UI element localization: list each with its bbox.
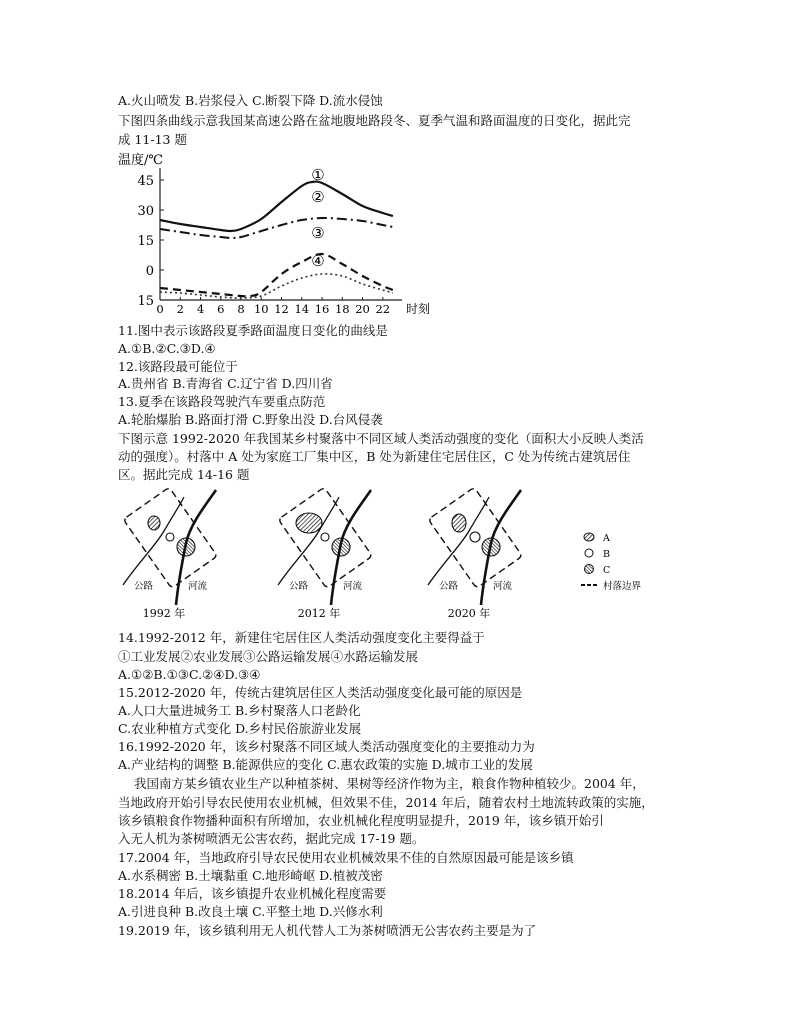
q15-options-1: A.人口大量进城务工 B.乡村聚落人口老龄化 (118, 703, 361, 718)
curve-label-3: ③ (311, 224, 325, 242)
x-tick-label: 18 (334, 302, 350, 316)
zone-b-marker (470, 532, 480, 542)
settlement-panel-2 (278, 487, 372, 620)
q15-stem: 15.2012-2020 年，传统古建筑居住区人类活动强度变化最可能的原因是 (118, 685, 523, 700)
y-axis-label: 温度/℃ (118, 153, 163, 168)
series-line-3 (160, 254, 393, 296)
intro-17-line-3: 该乡镇粮食作物播种面积有所增加，农业机械化程度明显提升，2019 年，该乡镇开始引 (118, 813, 604, 828)
x-tick-label: 8 (237, 302, 245, 316)
q18-stem: 18.2014 年后，该乡镇提升农业机械化程度需要 (118, 886, 387, 901)
zone-c-marker (332, 538, 350, 556)
zone-a-marker (148, 516, 160, 530)
road-line (123, 497, 184, 585)
settlement-panel-1 (123, 487, 217, 620)
river-label: 河流 (493, 581, 513, 592)
x-tick-label: 10 (253, 302, 269, 316)
panel-year-label: 2012 年 (297, 607, 341, 620)
road-label: 公路 (439, 581, 459, 592)
intro-17-line-4: 入无人机为茶树喷洒无公害农药，据此完成 17-19 题。 (118, 831, 425, 846)
legend-c-icon (585, 565, 594, 574)
road-label: 公路 (134, 581, 154, 592)
legend-label-1: A (603, 533, 610, 544)
series-line-1 (160, 182, 393, 231)
x-axis-label: 时刻 (406, 302, 431, 316)
temperature-chart (118, 150, 438, 322)
q14-items: ①工业发展②农业发展③公路运输发展④水路运输发展 (118, 649, 419, 664)
curve-label-4: ④ (311, 252, 325, 270)
intro-11-line-2: 成 11-13 题 (118, 132, 187, 147)
intro-17-line-1: 我国南方某乡镇农业生产以种植茶树、果树等经济作物为主，粮食作物种植较少。2004 年， (134, 776, 645, 791)
panel-year-label: 2020 年 (447, 607, 491, 620)
q16-options: A.产业结构的调整 B.能源供应的变化 C.惠农政策的实施 D.城市工业的发展 (118, 757, 533, 772)
y-tick-label: 45 (137, 174, 154, 189)
settlement-panel-3 (428, 487, 522, 620)
x-tick-label: 16 (314, 302, 330, 316)
q12-options: A.贵州省 B.青海省 C.辽宁省 D.四川省 (118, 376, 333, 391)
road-line (278, 497, 339, 585)
x-tick-label: 14 (294, 302, 310, 316)
intro-17-line-2: 当地政府开始引导农民使用农业机械，但效果不佳，2014 年后，随着农村土地流转政策的实施， (118, 795, 654, 810)
zone-a-marker (296, 513, 322, 533)
intro-14-line-3: 区。据此完成 14-16 题 (118, 467, 250, 482)
q12-stem: 12.该路段最可能位于 (118, 359, 238, 374)
x-tick-label: 2 (176, 302, 184, 316)
road-label: 公路 (289, 581, 309, 592)
x-tick-label: 12 (274, 302, 289, 316)
river-label: 河流 (343, 581, 363, 592)
zone-b-marker (166, 533, 174, 541)
q15-options-2: C.农业种植方式变化 D.乡村民俗旅游业发展 (118, 721, 362, 736)
y-tick-label: 0 (145, 264, 154, 279)
y-tick-label: 15 (137, 294, 154, 309)
legend-label-4: 村落边界 (603, 581, 642, 592)
zone-a-marker (452, 514, 466, 532)
zone-c-marker (177, 538, 195, 556)
y-tick-label: 30 (137, 204, 154, 219)
x-tick-label: 0 (156, 302, 164, 316)
q11-stem: 11.图中表示该路段夏季路面温度日变化的曲线是 (118, 323, 388, 338)
river-label: 河流 (188, 581, 208, 592)
legend-b-icon (585, 549, 593, 557)
panel-year-label: 1992 年 (142, 607, 186, 620)
q17-stem: 17.2004 年，当地政府引导农民使用农业机械效果不佳的自然原因最可能是该乡镇 (118, 850, 574, 865)
curve-label-1: ① (311, 166, 325, 184)
q13-stem: 13.夏季在该路段驾驶汽车要重点防范 (118, 394, 326, 409)
zone-c-marker (482, 538, 500, 556)
q14-stem: 14.1992-2012 年，新建住宅居住区人类活动强度变化主要得益于 (118, 630, 485, 645)
settlement-diagram (118, 485, 678, 630)
legend-a-icon (584, 533, 594, 541)
legend-label-2: B (603, 549, 610, 560)
q19-stem: 19.2019 年，该乡镇利用无人机代替人工为茶树喷洒无公害农药主要是为了 (118, 923, 537, 938)
q11-options: A.①B.②C.③D.④ (118, 341, 216, 356)
road-line (428, 497, 489, 585)
series-line-2 (160, 218, 393, 238)
curve-label-2: ② (311, 188, 325, 206)
intro-14-line-2: 动的强度）。村落中 A 处为家庭工厂集中区，B 处为新建住宅居住区，C 处为传统古建筑居住 (118, 449, 631, 464)
legend-label-3: C (603, 565, 611, 576)
y-tick-label: 15 (137, 234, 154, 249)
q10-options: A.火山喷发 B.岩浆侵入 C.断裂下降 D.流水侵蚀 (118, 93, 383, 108)
zone-b-marker (321, 533, 329, 541)
x-tick-label: 6 (217, 302, 225, 316)
x-tick-label: 22 (375, 302, 391, 316)
q13-options: A.轮胎爆胎 B.路面打滑 C.野象出没 D.台风侵袭 (118, 412, 383, 427)
intro-11-line-1: 下图四条曲线示意我国某高速公路在盆地腹地路段冬、夏季气温和路面温度的日变化，据此完 (118, 113, 631, 128)
x-tick-label: 20 (355, 302, 370, 316)
diagram-legend (581, 533, 642, 592)
q14-options: A.①②B.①③C.②④D.③④ (118, 667, 261, 682)
q18-options: A.引进良种 B.改良土壤 C.平整土地 D.兴修水利 (118, 904, 383, 919)
intro-14-line-1: 下图示意 1992-2020 年我国某乡村聚落中不同区域人类活动强度的变化（面积大小反映人类活 (118, 431, 644, 446)
q17-options: A.水系稠密 B.土壤黏重 C.地形崎岖 D.植被茂密 (118, 868, 383, 883)
x-tick-label: 4 (196, 302, 205, 316)
q16-stem: 16.1992-2020 年，该乡村聚落不同区域人类活动强度变化的主要推动力为 (118, 739, 535, 754)
